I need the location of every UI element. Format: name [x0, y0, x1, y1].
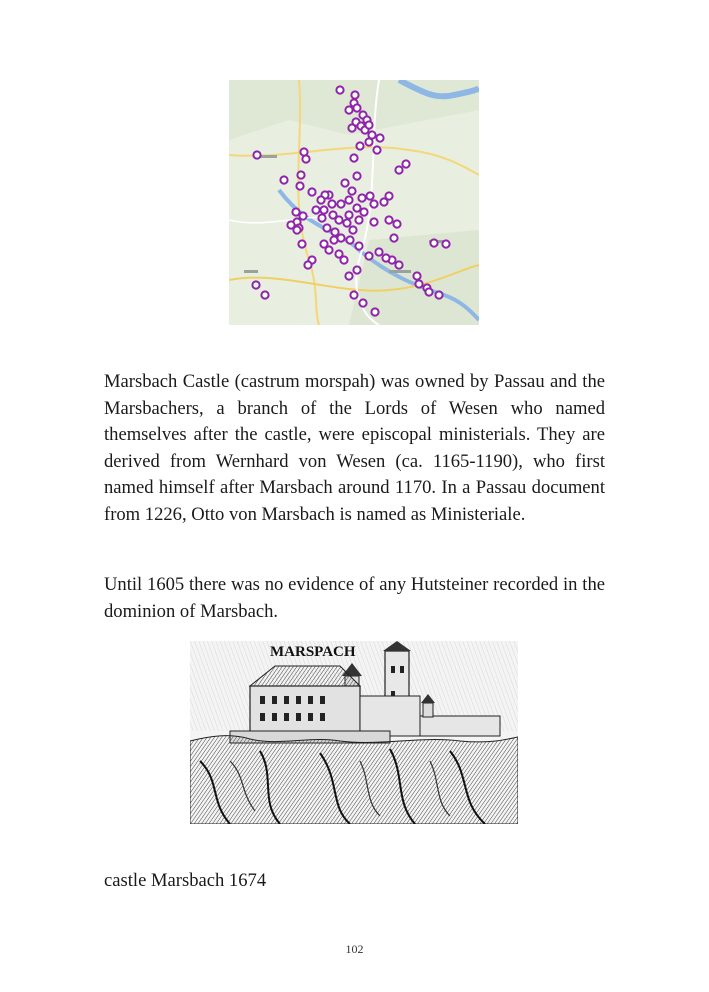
- map-pin-icon: [390, 234, 397, 241]
- map-pin-icon: [358, 194, 365, 201]
- map-pin-icon: [359, 299, 366, 306]
- figure-caption: castle Marsbach 1674: [104, 870, 267, 891]
- map-pin-icon: [350, 154, 357, 161]
- map-pin-icon: [395, 261, 402, 268]
- map-pin-icon: [348, 124, 355, 131]
- map-pin-icon: [304, 261, 311, 268]
- map-pin-icon: [341, 179, 348, 186]
- map-pin-icon: [312, 206, 319, 213]
- body-paragraph-hutsteiner: Until 1605 there was no evidence of any Hutsteiner recorded in the dominion of Marsbach.: [104, 574, 605, 622]
- map-pin-icon: [252, 281, 259, 288]
- map-pin-icon: [345, 272, 352, 279]
- map-pin-icon: [320, 206, 327, 213]
- map-pin-icon: [365, 252, 372, 259]
- map-pin-icon: [353, 204, 360, 211]
- map-pin-icon: [345, 211, 352, 218]
- map-pin-icon: [442, 240, 449, 247]
- map-pin-icon: [355, 216, 362, 223]
- map-pin-icon: [320, 240, 327, 247]
- map-pin-icon: [430, 239, 437, 246]
- map-pin-icon: [302, 155, 309, 162]
- map-pin-icon: [261, 291, 268, 298]
- map-pin-icon: [380, 198, 387, 205]
- map-pin-icon: [371, 308, 378, 315]
- map-pin-icon: [353, 172, 360, 179]
- map-pin-icon: [308, 188, 315, 195]
- map-pin-icon: [323, 224, 330, 231]
- map-pin-icon: [299, 212, 306, 219]
- map-pin-icon: [292, 208, 299, 215]
- map-pin-icon: [331, 228, 338, 235]
- castle-engraving-graphic: [190, 641, 518, 824]
- map-pin-icon: [345, 106, 352, 113]
- map-pin-icon: [370, 218, 377, 225]
- map-pin-icon: [415, 280, 422, 287]
- map-pin-icon: [329, 211, 336, 218]
- map-pin-icon: [375, 248, 382, 255]
- map-pin-icon: [349, 226, 356, 233]
- map-pin-icon: [318, 214, 325, 221]
- page-number: 102: [345, 942, 364, 956]
- map-pin-icon: [296, 182, 303, 189]
- map-pin-icon: [353, 266, 360, 273]
- map-pin-icon: [355, 242, 362, 249]
- map-pin-icon: [370, 200, 377, 207]
- map-pin-icon: [373, 146, 380, 153]
- map-pin-icon: [393, 220, 400, 227]
- map-pin-icon: [366, 192, 373, 199]
- map-pin-icon: [330, 236, 337, 243]
- map-pin-icon: [395, 166, 402, 173]
- map-pin-icon: [346, 236, 353, 243]
- map-pin-icon: [297, 171, 304, 178]
- map-graphic: [229, 80, 479, 325]
- map-pin-icon: [348, 187, 355, 194]
- map-pin-icon: [328, 200, 335, 207]
- map-pin-icon: [365, 121, 372, 128]
- map-pin-icon: [340, 256, 347, 263]
- map-pin-icon: [345, 196, 352, 203]
- map-pin-icon: [336, 86, 343, 93]
- body-paragraph-marsbach-castle: Marsbach Castle (castrum morspah) was owned by Passau and the Marsbachers, a branch of the Lords of Wesen who named themselves after the castle, were episcopal ministerials. They are derived from Wernhard von Wesen (ca. 1165-1190), who first named himself after Marsbach around 1170. In a Passau document from 1226, Otto von Marsbach is named as Ministeriale.: [104, 371, 605, 525]
- map-pin-icon: [317, 196, 324, 203]
- map-pin-icon: [351, 91, 358, 98]
- map-pin-icon: [360, 208, 367, 215]
- map-pin-icon: [353, 104, 360, 111]
- castle-engraving: [190, 641, 518, 824]
- map-pin-icon: [425, 288, 432, 295]
- location-map: [229, 80, 479, 325]
- map-pin-icon: [365, 138, 372, 145]
- map-pin-icon: [337, 200, 344, 207]
- map-pin-icon: [343, 219, 350, 226]
- map-pin-icon: [298, 240, 305, 247]
- map-pin-icon: [356, 142, 363, 149]
- map-pin-icon: [402, 160, 409, 167]
- map-pin-icon: [435, 291, 442, 298]
- map-pin-icon: [253, 151, 260, 158]
- map-pin-icon: [350, 291, 357, 298]
- map-pin-icon: [382, 254, 389, 261]
- map-pin-icon: [385, 216, 392, 223]
- engraving-label: MARSPACH: [270, 644, 356, 660]
- map-pin-icon: [293, 226, 300, 233]
- map-pin-icon: [280, 176, 287, 183]
- map-pin-icon: [376, 134, 383, 141]
- map-pin-icon: [413, 272, 420, 279]
